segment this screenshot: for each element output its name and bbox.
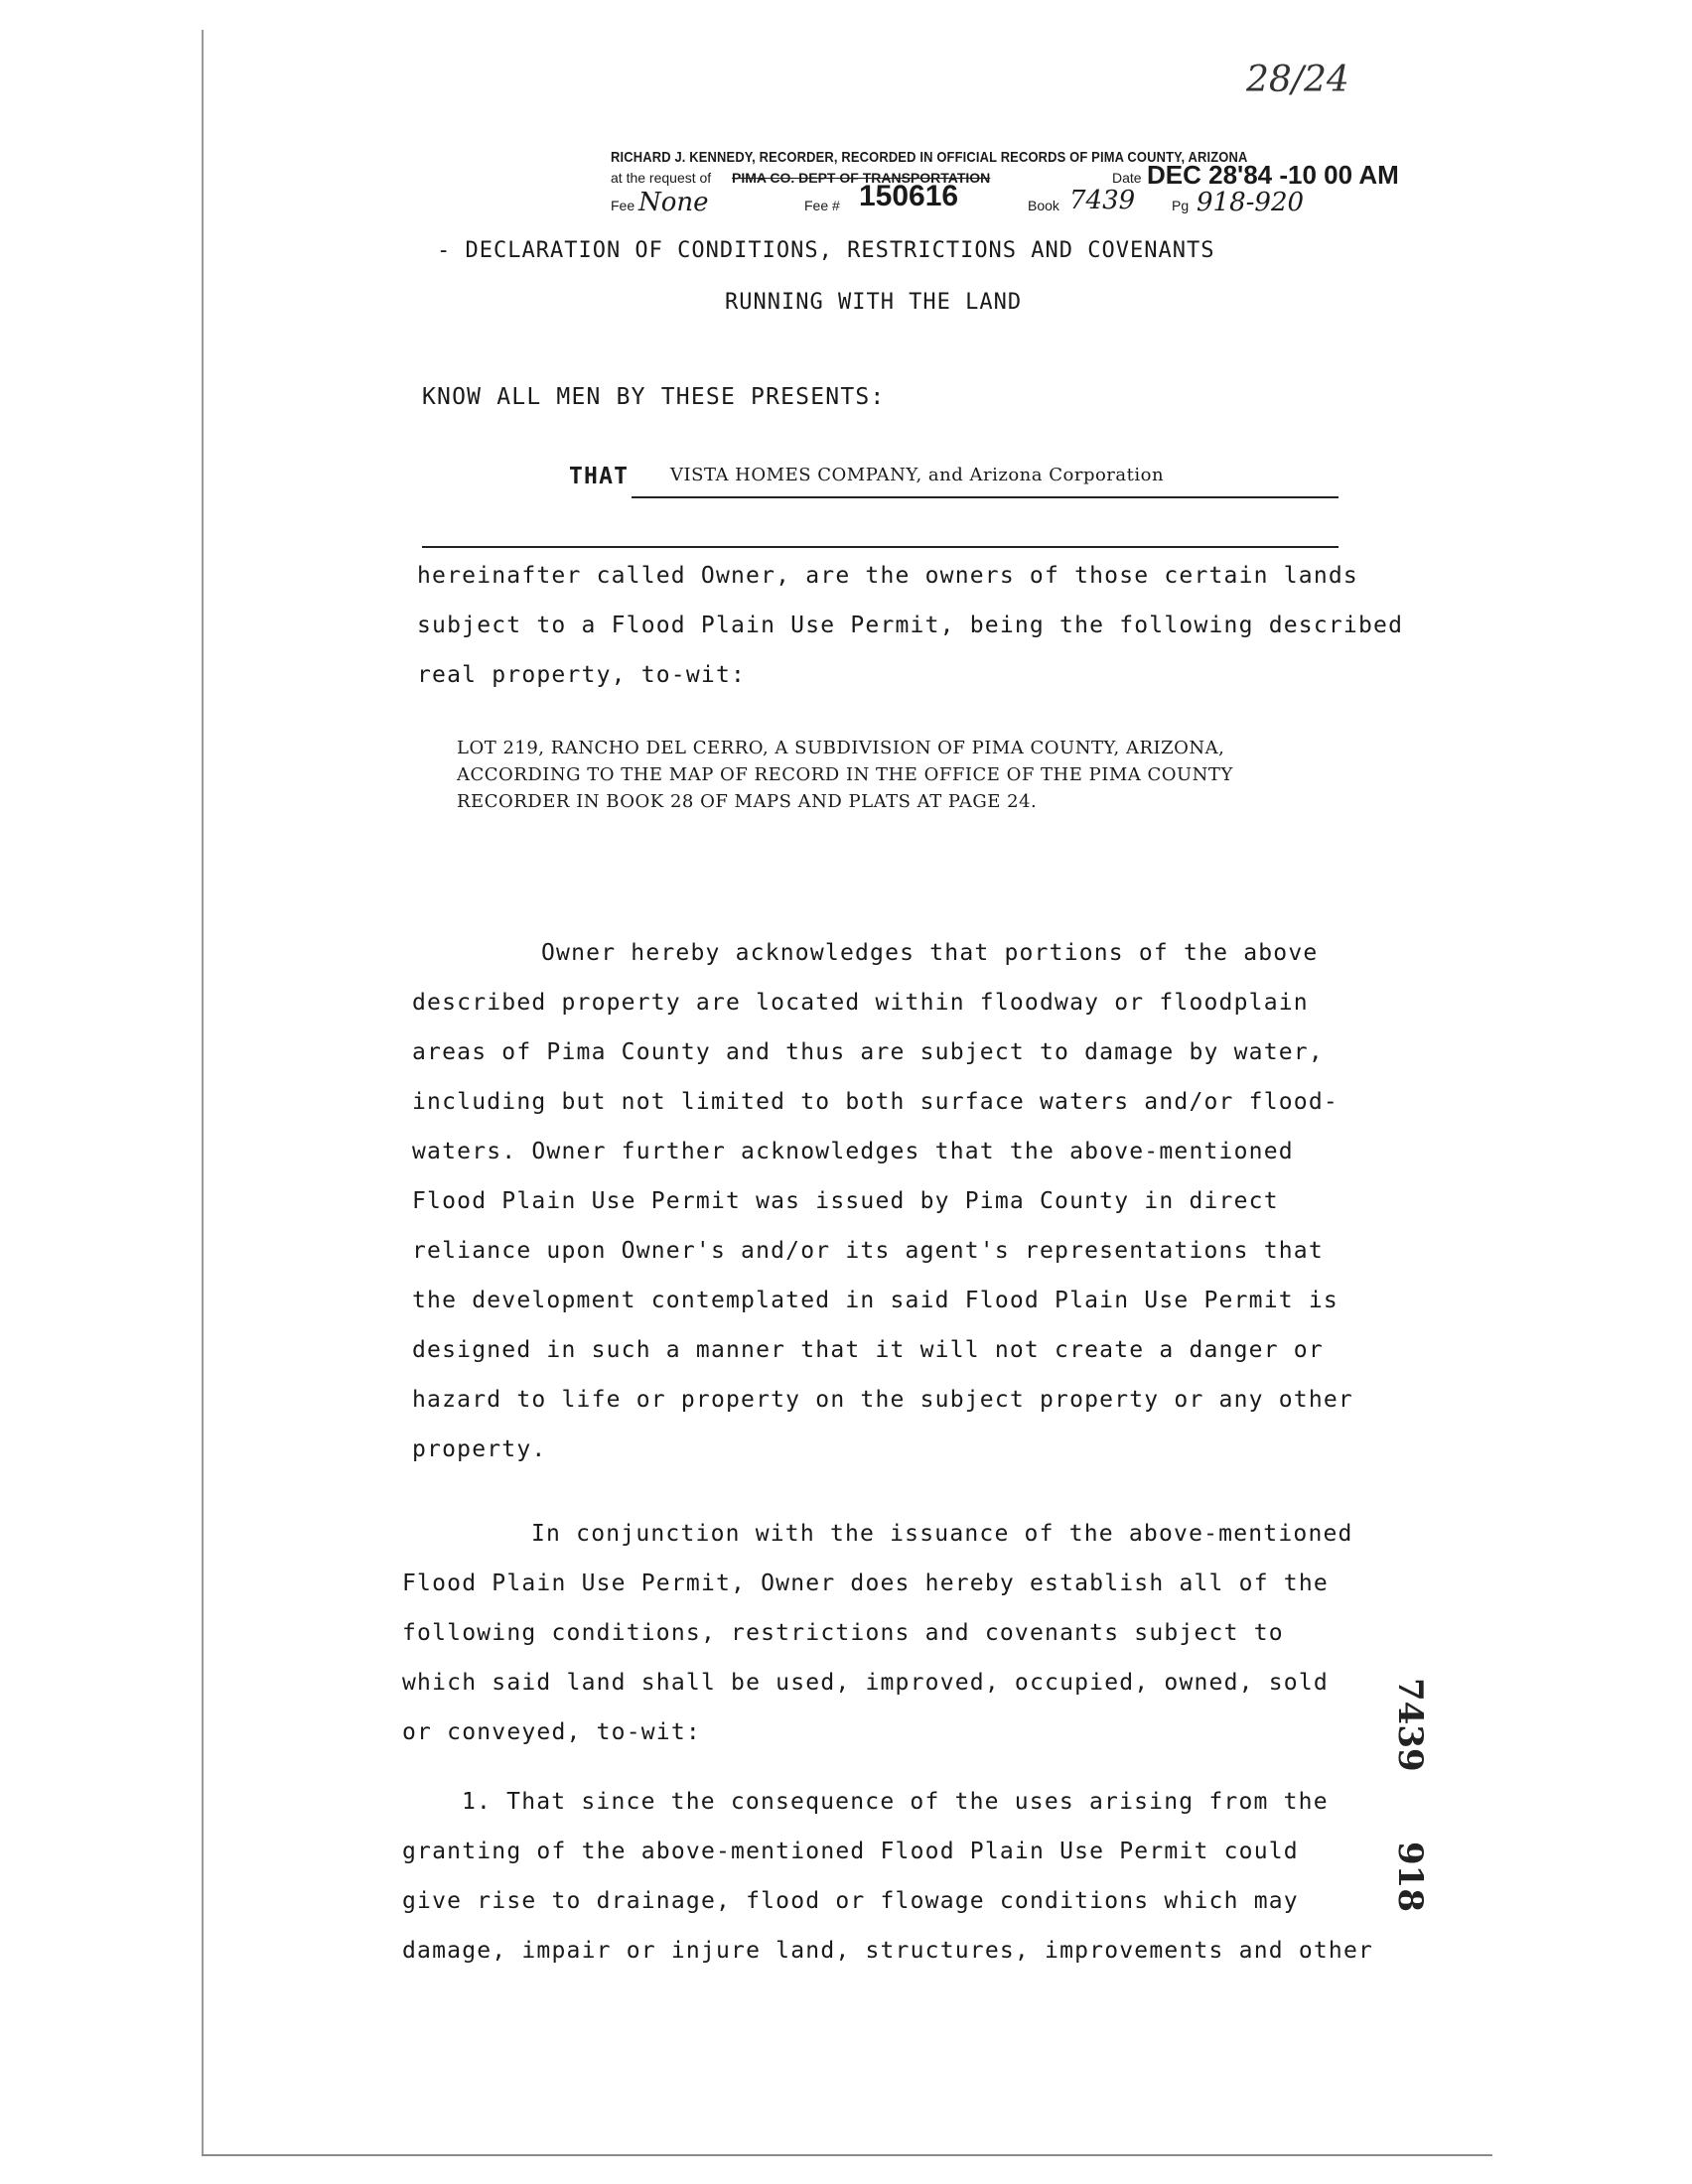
para2-line: or conveyed, to-wit:: [402, 1719, 701, 1745]
conjunction-paragraph: [402, 1509, 1353, 1757]
book-value: 7439: [1069, 186, 1136, 215]
recorder-stamp-line: RICHARD J. KENNEDY, RECORDER, RECORDED IN OFFICIAL RECORDS OF PIMA COUNTY, ARIZONA: [611, 149, 1248, 166]
page-value: 918-920: [1197, 188, 1305, 217]
left-margin-rule: [202, 30, 204, 2154]
legal-description: [457, 735, 1233, 815]
item1-line: give rise to drainage, flood or flowage conditions which may: [402, 1888, 1299, 1914]
para1-line: property.: [412, 1436, 547, 1462]
request-label: at the request of: [611, 170, 712, 186]
para1-line: including but not limited to both surface waters and/or flood-: [412, 1089, 1339, 1115]
para2-line: In conjunction with the issuance of the above-mentioned: [531, 1521, 1353, 1547]
request-value: PIMA CO. DEPT OF TRANSPORTATION: [732, 170, 991, 186]
item-1-paragraph: [402, 1777, 1373, 1976]
that-label: THAT: [569, 464, 630, 489]
bottom-rule: [202, 2154, 1492, 2156]
page-label: Pg: [1172, 198, 1190, 213]
para1-line: Flood Plain Use Permit was issued by Pima County in direct: [412, 1188, 1279, 1214]
item1-line: granting of the above-mentioned Flood Plain Use Permit could: [402, 1839, 1299, 1864]
para1-line: waters. Owner further acknowledges that the above-mentioned: [412, 1139, 1294, 1164]
intro-line: real property, to-wit:: [417, 662, 747, 688]
owner-underline-1: [632, 496, 1339, 498]
legal-line: ACCORDING TO THE MAP OF RECORD IN THE OFFICE OF THE PIMA COUNTY: [457, 764, 1233, 785]
para2-line: Flood Plain Use Permit, Owner does hereby establish all of the: [402, 1570, 1329, 1596]
margin-page-number: 918: [1390, 1842, 1430, 1912]
fee-number-label: Fee #: [804, 198, 840, 213]
margin-book-number: 7439: [1390, 1678, 1430, 1772]
intro-line: subject to a Flood Plain Use Permit, being the following described: [417, 613, 1404, 638]
para2-line: following conditions, restrictions and covenants subject to: [402, 1620, 1284, 1646]
book-label: Book: [1028, 198, 1059, 213]
handwritten-reference: 28/24: [1246, 60, 1349, 100]
para1-line: the development contemplated in said Flood Plain Use Permit is: [412, 1288, 1339, 1313]
para1-line: Owner hereby acknowledges that portions of the above: [541, 940, 1319, 966]
document-title-line1: - DECLARATION OF CONDITIONS, RESTRICTIONS AND COVENANTS: [437, 238, 1215, 263]
item1-line: 1. That since the consequence of the uses arising from the: [462, 1789, 1329, 1815]
fee-label: Fee: [611, 198, 635, 213]
legal-line: RECORDER IN BOOK 28 OF MAPS AND PLATS AT PAGE 24.: [457, 791, 1038, 812]
owner-name: VISTA HOMES COMPANY, and Arizona Corporation: [670, 465, 1165, 485]
para1-line: reliance upon Owner's and/or its agent's representations that: [412, 1238, 1324, 1264]
date-label: Date: [1112, 170, 1142, 186]
para2-line: which said land shall be used, improved, occupied, owned, sold: [402, 1670, 1329, 1696]
para1-line: described property are located within floodway or floodplain: [412, 990, 1309, 1016]
date-value: DEC 28'84 -10 00 AM: [1147, 160, 1399, 190]
intro-line: hereinafter called Owner, are the owners of those certain lands: [417, 563, 1358, 589]
document-title-line2: RUNNING WITH THE LAND: [725, 290, 1023, 315]
owner-underline-2: [422, 546, 1339, 548]
para1-line: designed in such a manner that it will not create a danger or: [412, 1337, 1324, 1363]
intro-paragraph: [417, 551, 1403, 700]
stamp-fee-row: [611, 180, 1365, 217]
para1-line: areas of Pima County and thus are subject to damage by water,: [412, 1039, 1324, 1065]
know-all-heading: KNOW ALL MEN BY THESE PRESENTS:: [422, 384, 886, 410]
recorder-stamp: [611, 149, 1399, 217]
item1-line: damage, impair or injure land, structures, improvements and other: [402, 1938, 1374, 1964]
legal-line: LOT 219, RANCHO DEL CERRO, A SUBDIVISION OF PIMA COUNTY, ARIZONA,: [457, 738, 1225, 758]
fee-number-value: 150616: [859, 180, 959, 212]
acknowledgment-paragraph: [412, 928, 1353, 1474]
fee-value: None: [638, 188, 709, 217]
para1-line: hazard to life or property on the subject property or any other: [412, 1387, 1353, 1413]
